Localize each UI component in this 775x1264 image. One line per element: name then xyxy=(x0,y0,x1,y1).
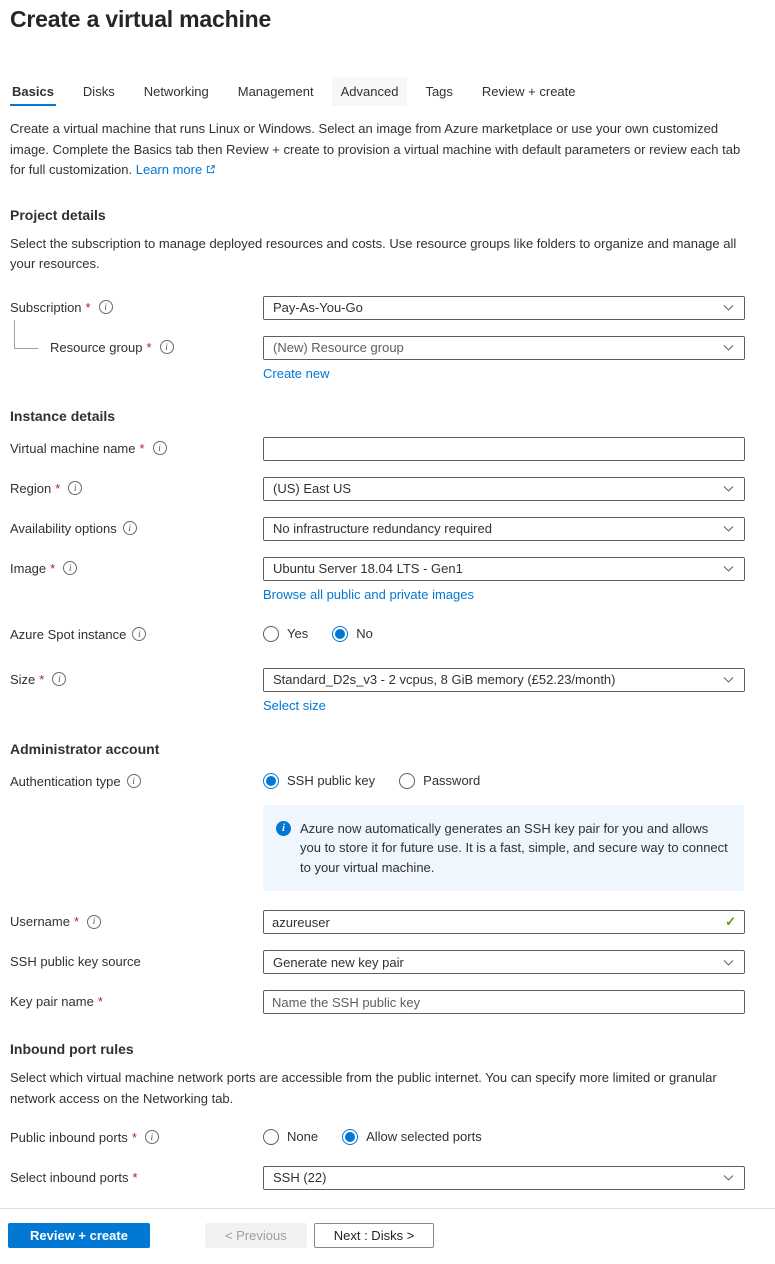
tab-management[interactable]: Management xyxy=(237,84,314,99)
image-row xyxy=(10,557,745,602)
intro-text: Create a virtual machine that runs Linux or Windows. Select an image from Azure marketplace or use your own customized image. Complete the Basics tab then Review + create to provision a virtual machine with default parameters or review each tab for full customization. xyxy=(10,121,741,178)
spot-instance-radio-group xyxy=(263,623,745,642)
intro-paragraph xyxy=(10,119,745,181)
tab-networking[interactable]: Networking xyxy=(143,84,209,99)
radio-circle-icon xyxy=(342,1129,358,1145)
auth-type-label: Authentication type i xyxy=(10,770,263,789)
ssh-info-text: Azure now automatically generates an SSH key pair for you and allows you to store it for future use. It is a fast, simple, and secure way to connect to your virtual machine. xyxy=(300,820,728,875)
required-asterisk: * xyxy=(73,914,80,930)
image-label: Image * i xyxy=(10,557,263,576)
select-inbound-ports-label: Select inbound ports * xyxy=(10,1169,138,1185)
tab-disks[interactable]: Disks xyxy=(82,84,115,99)
spot-no-radio[interactable]: No xyxy=(332,626,373,642)
region-label: Region * i xyxy=(10,477,263,496)
info-icon[interactable]: i xyxy=(68,481,82,495)
required-asterisk: * xyxy=(131,1129,137,1145)
previous-button[interactable]: < Previous xyxy=(205,1223,307,1248)
info-icon[interactable]: i xyxy=(99,300,113,314)
required-asterisk: * xyxy=(132,1169,138,1185)
project-details-heading: Project details xyxy=(10,206,106,223)
learn-more-link[interactable]: Learn more xyxy=(136,162,216,177)
browse-images-link[interactable]: Browse all public and private images xyxy=(263,586,474,602)
radio-circle-icon xyxy=(263,773,279,789)
project-details-form xyxy=(10,296,745,381)
external-link-icon xyxy=(205,164,216,175)
required-asterisk: * xyxy=(139,440,145,456)
tab-bar xyxy=(10,77,745,106)
resource-group-row xyxy=(10,336,745,381)
select-inbound-ports-row xyxy=(10,1166,745,1190)
subscription-dropdown[interactable]: Pay-As-You-Go xyxy=(263,296,745,320)
review-create-button[interactable]: Review + create xyxy=(8,1223,150,1248)
username-input[interactable] xyxy=(263,910,745,934)
username-row xyxy=(10,910,745,934)
availability-row xyxy=(10,517,745,541)
auth-type-row xyxy=(10,770,745,789)
allow-selected-ports-radio[interactable]: Allow selected ports xyxy=(342,1129,482,1145)
admin-account-form xyxy=(10,770,745,1015)
public-inbound-ports-radio-group xyxy=(263,1126,745,1145)
radio-circle-icon xyxy=(263,1129,279,1145)
project-details-description: Select the subscription to manage deployed resources and costs. Use resource groups like folders to organize and manage all your resources. xyxy=(10,235,737,271)
required-asterisk: * xyxy=(39,671,45,687)
inbound-port-rules-description: Select which virtual machine network ports are accessible from the public internet. You can specify more limited or granular network access on the Networking tab. xyxy=(10,1070,717,1106)
create-new-link[interactable]: Create new xyxy=(263,365,330,381)
info-icon[interactable]: i xyxy=(127,774,141,788)
ssh-info-banner xyxy=(263,805,744,892)
public-inbound-ports-label: Public inbound ports * i xyxy=(10,1126,263,1145)
subscription-label: Subscription * i xyxy=(10,296,263,315)
instance-details-heading: Instance details xyxy=(10,407,116,424)
required-asterisk: * xyxy=(55,480,61,496)
info-icon[interactable]: i xyxy=(132,627,146,641)
info-icon[interactable]: i xyxy=(52,672,66,686)
page-title: Create a virtual machine xyxy=(10,6,272,32)
availability-label: Availability options i xyxy=(10,517,263,536)
select-inbound-ports-dropdown[interactable]: SSH (22) xyxy=(263,1166,745,1190)
password-radio[interactable]: Password xyxy=(399,773,480,789)
chevron-down-icon xyxy=(722,301,735,314)
info-icon[interactable]: i xyxy=(63,561,77,575)
spot-yes-radio[interactable]: Yes xyxy=(263,626,308,642)
region-dropdown[interactable]: (US) East US xyxy=(263,477,745,501)
info-icon[interactable]: i xyxy=(123,521,137,535)
size-row xyxy=(10,668,745,713)
radio-circle-icon xyxy=(263,626,279,642)
key-pair-name-row xyxy=(10,990,745,1014)
spot-instance-label: Azure Spot instance i xyxy=(10,623,263,642)
vm-name-input[interactable] xyxy=(263,437,745,461)
chevron-down-icon xyxy=(722,1171,735,1184)
valid-check-icon: ✓ xyxy=(725,914,736,930)
resource-group-label: Resource group * i xyxy=(10,336,263,355)
size-dropdown[interactable]: Standard_D2s_v3 - 2 vcpus, 8 GiB memory (£52.23/month) xyxy=(263,668,745,692)
info-icon[interactable]: i xyxy=(87,915,101,929)
spot-instance-row xyxy=(10,623,745,642)
vm-name-row xyxy=(10,437,745,461)
chevron-down-icon xyxy=(722,341,735,354)
radio-circle-icon xyxy=(332,626,348,642)
required-asterisk: * xyxy=(97,994,103,1010)
subscription-row xyxy=(10,296,745,320)
tree-connector xyxy=(14,320,38,349)
chevron-down-icon xyxy=(722,562,735,575)
auth-type-radio-group xyxy=(263,770,745,789)
inbound-port-rules-form xyxy=(10,1126,745,1190)
image-dropdown[interactable]: Ubuntu Server 18.04 LTS - Gen1 xyxy=(263,557,745,581)
required-asterisk: * xyxy=(85,299,91,315)
chevron-down-icon xyxy=(722,673,735,686)
chevron-down-icon xyxy=(722,956,735,969)
info-filled-icon: i xyxy=(276,821,291,836)
username-label: Username * i xyxy=(10,910,263,929)
availability-options-dropdown[interactable]: No infrastructure redundancy required xyxy=(263,517,745,541)
key-source-row xyxy=(10,950,745,974)
ssh-public-key-radio[interactable]: SSH public key xyxy=(263,773,375,789)
size-label: Size * i xyxy=(10,668,263,687)
key-pair-name-input[interactable] xyxy=(263,990,745,1014)
key-source-label: SSH public key source xyxy=(10,954,141,970)
key-pair-name-label: Key pair name * xyxy=(10,994,103,1010)
info-icon[interactable]: i xyxy=(145,1130,159,1144)
admin-account-heading: Administrator account xyxy=(10,740,160,757)
next-disks-button[interactable]: Next : Disks > xyxy=(314,1223,435,1248)
info-icon[interactable]: i xyxy=(160,340,174,354)
ssh-info-row xyxy=(10,805,745,892)
tab-advanced[interactable]: Advanced xyxy=(332,77,408,106)
public-inbound-ports-row xyxy=(10,1126,745,1145)
tab-basics[interactable]: Basics xyxy=(10,77,56,106)
resource-group-dropdown[interactable]: (New) Resource group xyxy=(263,336,745,360)
tab-tags[interactable]: Tags xyxy=(425,84,453,99)
key-source-dropdown[interactable]: Generate new key pair xyxy=(263,950,745,974)
chevron-down-icon xyxy=(722,522,735,535)
instance-details-form xyxy=(10,437,745,713)
required-asterisk: * xyxy=(50,560,56,576)
select-size-link[interactable]: Select size xyxy=(263,697,326,713)
tab-review-create[interactable]: Review + create xyxy=(481,84,576,99)
chevron-down-icon xyxy=(722,482,735,495)
required-asterisk: * xyxy=(146,339,152,355)
info-icon[interactable]: i xyxy=(153,441,167,455)
none-radio[interactable]: None xyxy=(263,1129,318,1145)
inbound-port-rules-heading: Inbound port rules xyxy=(10,1041,134,1058)
region-row xyxy=(10,477,745,501)
footer-bar xyxy=(0,1209,775,1264)
radio-circle-icon xyxy=(399,773,415,789)
vm-name-label: Virtual machine name * i xyxy=(10,437,263,456)
